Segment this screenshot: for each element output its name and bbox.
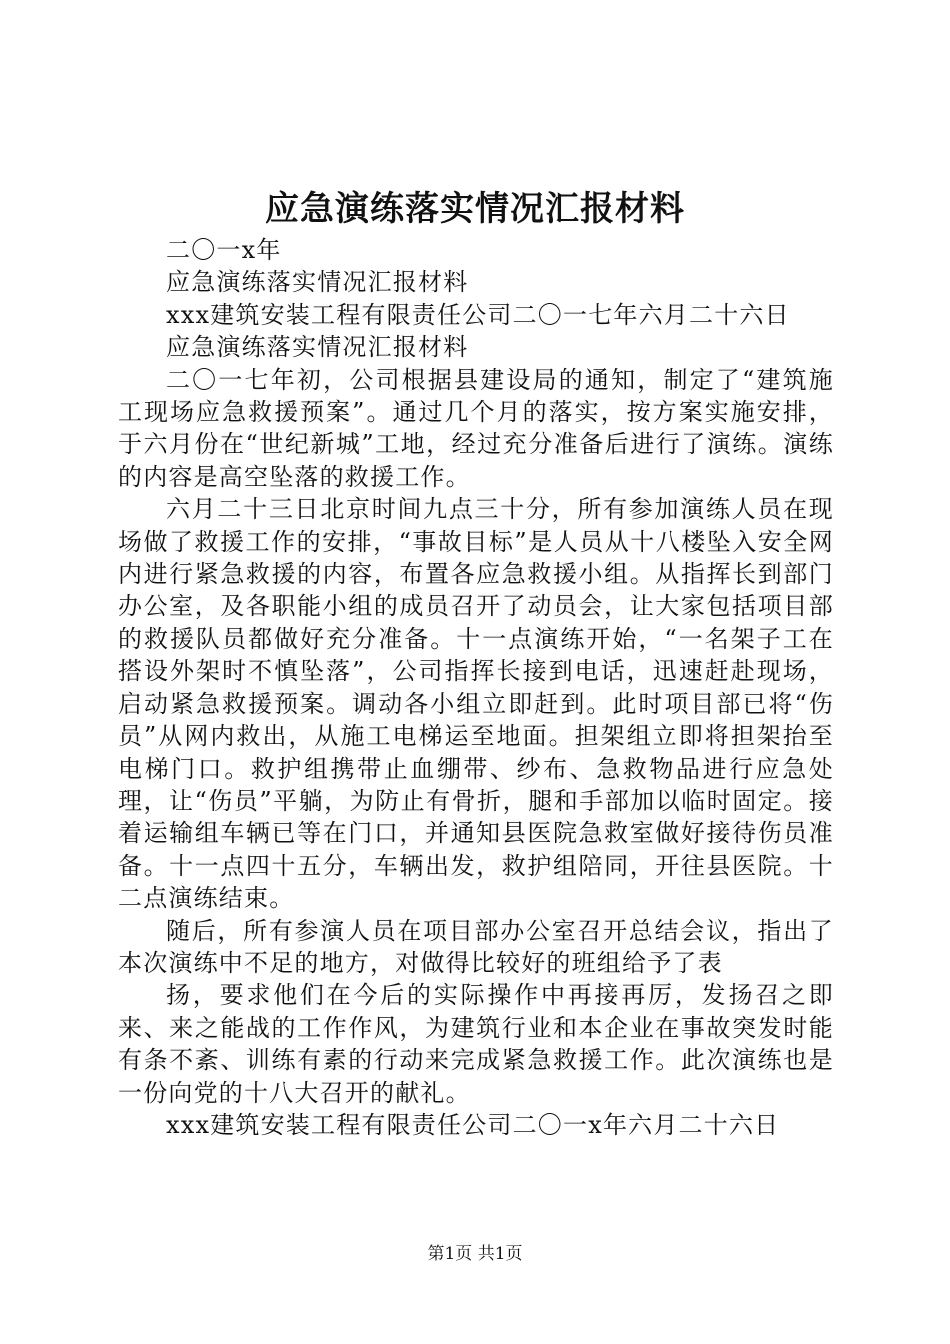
paragraph-subtitle-repeat: 应急演练落实情况汇报材料 — [166, 333, 469, 362]
paragraph-signature: xxx建筑安装工程有限责任公司二〇一x年六月二十六日 — [166, 1110, 780, 1139]
paragraph-conclusion: 扬，要求他们在今后的实际操作中再接再厉，发扬召之即来、来之能战的工作作风，为建筑行业和本企业在事故突发时能有条不紊、训练有素的行动来完成紧急救援工作。此次演练也是一份向党的十八大召开的献礼。 — [118, 981, 834, 1107]
paragraph-intro: 二〇一七年初，公司根据县建设局的通知，制定了“建筑施工现场应急救援预案”。通过几个月的落实，按方案实施安排，于六月份在“世纪新城”工地，经过充分准备后进行了演练。演练的内容是高空坠落的救援工作。 — [118, 365, 834, 491]
document-title: 应急演练落实情况汇报材料 — [265, 189, 685, 229]
document-body — [118, 234, 834, 1141]
paragraph-drill-process: 六月二十三日北京时间九点三十分，所有参加演练人员在现场做了救援工作的安排，“事故目标”是人员从十八楼坠入安全网内进行紧急救援的内容，布置各应急救援小组。从指挥长到部门办公室，及各职能小组的成员召开了动员会，让大家包括项目部的救援队员都做好充分准备。十一点演练开始，“一名架子工在搭设外架时不慎坠落”，公司指挥长接到电话，迅速赶赴现场，启动紧急救援预案。调动各小组立即赶到。此时项目部已将“伤员”从网内救出，从施工电梯运至地面。担架组立即将担架抬至电梯门口。救护组携带止血绷带、纱布、急救物品进行应急处理，让“伤员”平躺，为防止有骨折，腿和手部加以临时固定。接着运输组车辆已等在门口，并通知县医院急救室做好接待伤员准备。十一点四十五分，车辆出发，救护组陪同，开往县医院。十二点演练结束。 — [118, 495, 834, 913]
paragraph-subtitle: 应急演练落实情况汇报材料 — [166, 268, 469, 297]
page-number-footer: 第1页 共1页 — [427, 1244, 523, 1264]
paragraph-company-date: xxx建筑安装工程有限责任公司二〇一七年六月二十六日 — [166, 300, 790, 329]
paragraph-year: 二〇一x年 — [166, 236, 282, 264]
paragraph-summary-meeting: 随后，所有参演人员在项目部办公室召开总结会议，指出了本次演练中不足的地方，对做得比较好的班组给予了表 — [118, 916, 834, 977]
